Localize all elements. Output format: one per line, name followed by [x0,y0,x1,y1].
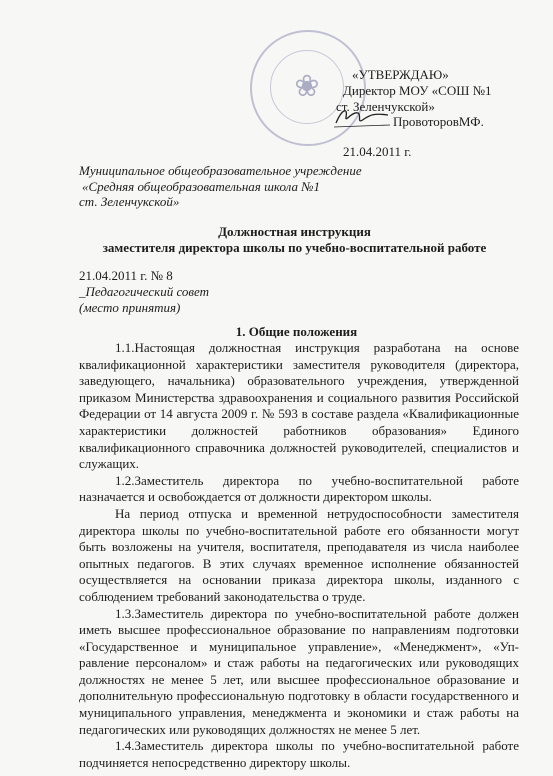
doc-title: Должностная инструкция [218,224,371,239]
doc-subtitle: заместителя директора школы по учебно-воспитательной работе [102,240,487,255]
paragraph-1-4: 1.4.Заместитель директора школы по учебно-воспитательной работе подчиняется непосредственно директору школы. [79,738,519,770]
paragraph-1-1: 1.1.Настоящая должностная инструкция разработана на основе квалификационной характеристики заместителя руководителя (директора, заведующего, начальника) образовательного учреждения, утвержденной приказом Министерства здравоохранения и социального развития Российской Федерации от 14 августа 2009 г. № 593 в составе раздела «Квалификационные характеристики должностей работников образования» Единого квалификационного справочника должностей руководителей, специалистов и служащих. [79,340,519,472]
approval-name: ПровоторовМФ. [393,114,484,129]
seal-emblem-icon: ❀ [294,70,320,103]
approval-date: 21.04.2011 г. [343,144,412,159]
org-line2: «Средняя общеобразовательная школа №1 [82,179,320,194]
signature-icon [332,103,392,131]
approval-title: «УТВЕРЖДАЮ» [352,67,449,82]
doc-council: _Педагогический совет [79,284,210,299]
paragraph-1-2: 1.2.Заместитель директора по учебно-воспитательной работе назначается и освобождается от должности директором школы. [79,472,519,505]
doc-date-number: 21.04.2011 г. № 8 [79,268,173,283]
approval-line2: ст. Зеленчукской» [336,99,435,114]
doc-place: (место принятия) [79,300,181,315]
org-line3: ст. Зеленчукской» [79,194,180,209]
paragraph-1-2b: На период отпуска и временной нетрудоспособности заместителя директора школы по учебно-воспитательной работе его обязанности могут быть возложены на учителя, воспитателя, преподавателя из числа наиболее опытных педагогов. В этих случаях временное исполнение обязанностей осуществляется на основании приказа директора школы, изданного с соблюдением требований законодательства о труде. [79,505,519,604]
section-heading: 1. Общие положения [235,324,358,339]
approval-line1: Директор МОУ «СОШ №1 [343,83,492,98]
org-line1: Муниципальное общеобразовательное учреждение [79,163,362,178]
section-body [79,340,519,771]
paragraph-1-3: 1.3.Заместитель директора по учебно-воспитательной работе должен иметь высшее профессиональное образование по направлениям подготовки «Государственное и муниципальное управление», «Менеджмент», «Уп-равление персоналом» и стаж работы на педагогических или руководящих должностях не менее 5 лет, или высшее профессиональное образование и дополнительную профессиональную подготовку в области государственного и муниципального управления, менеджмента и экономики и стаж работы на педагогических или руководящих должностях не менее 5 лет. [79,605,519,737]
